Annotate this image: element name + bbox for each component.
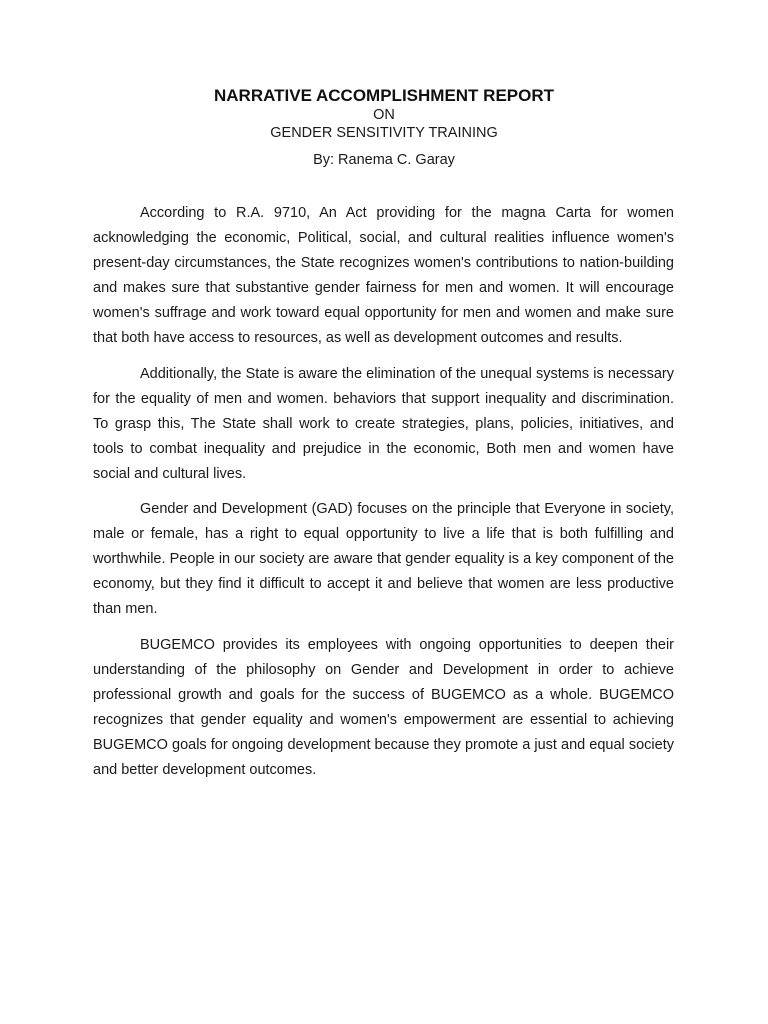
document-header bbox=[0, 86, 768, 169]
document-title: NARRATIVE ACCOMPLISHMENT REPORT bbox=[214, 86, 554, 105]
document-author: By: Ranema C. Garay bbox=[313, 152, 455, 168]
document-subtitle-topic: GENDER SENSITIVITY TRAINING bbox=[270, 125, 498, 141]
document-subtitle-on: ON bbox=[373, 107, 395, 123]
paragraph: According to R.A. 9710, An Act providing for the magna Carta for women acknowledging the economic, Political, social, and cultural realities influence women's present-day circumstances, the State recognizes women's contributions to nation-building and makes sure that substantive gender fairness for men and women. It will encourage women's suffrage and work toward equal opportunity for men and women and make sure that both have access to resources, as well as development outcomes and results. bbox=[93, 205, 674, 347]
paragraph: BUGEMCO provides its employees with ongoing opportunities to deepen their understanding of the philosophy on Gender and Development in order to achieve professional growth and goals for the success of BUGEMCO as a whole. BUGEMCO recognizes that gender equality and women's empowerment are essential to achieving BUGEMCO goals for ongoing development because they promote a just and equal society and better development outcomes. bbox=[93, 636, 674, 778]
paragraph: Gender and Development (GAD) focuses on the principle that Everyone in society, male or female, has a right to equal opportunity to live a life that is both fulfilling and worthwhile. People in our society are aware that gender equality is a key component of the economy, but they find it difficult to accept it and believe that women are less productive than men. bbox=[93, 501, 674, 618]
paragraph: Additionally, the State is aware the elimination of the unequal systems is necessary for the equality of men and women. behaviors that support inequality and discrimination. To grasp this, The State shall work to create strategies, plans, policies, initiatives, and tools to combat inequality and prejudice in the economic, Both men and women have social and cultural lives. bbox=[93, 365, 674, 482]
document-body bbox=[93, 201, 674, 793]
